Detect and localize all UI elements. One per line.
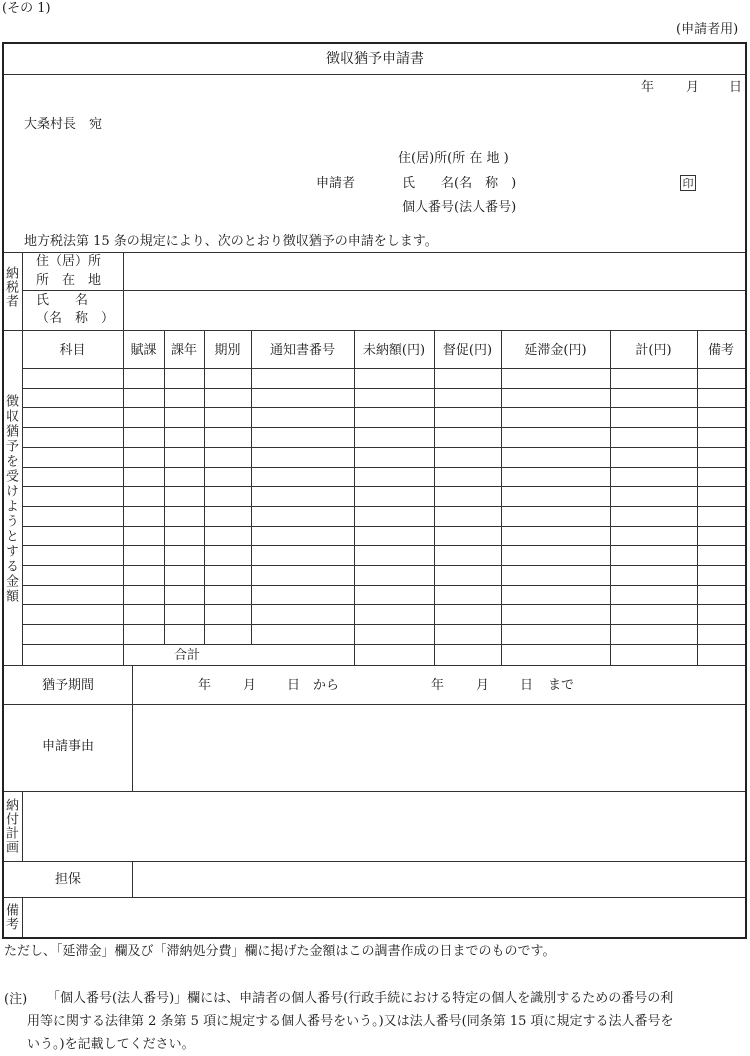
application-statement: 地方税法第 15 条の規定により、次のとおり徴収猶予の申請をします。 (24, 234, 438, 249)
amount-row-line (22, 506, 745, 507)
payment-plan-top-line (4, 791, 745, 792)
title-divider (4, 74, 745, 75)
amount-row-line (22, 388, 745, 389)
amount-row-line (22, 427, 745, 428)
note-prefix: (注) (4, 992, 28, 1007)
amount-column-line (123, 330, 124, 665)
date-month-label: 月 (686, 80, 700, 95)
amount-row-line (22, 447, 745, 448)
seal-stamp-mark: 印 (680, 175, 696, 191)
date-year-label: 年 (641, 80, 655, 95)
collateral-label: 担保 (54, 872, 81, 887)
amount-column-line (354, 330, 355, 665)
note-line-3: いう。)を記載してください。 (27, 1037, 195, 1052)
col-header-total: 計(円) (635, 343, 672, 358)
col-header-reminder-fee: 督促(円) (442, 343, 493, 358)
remarks-label: 備考 (3, 903, 18, 931)
copy-type-label: (申請者用) (676, 22, 739, 37)
amount-row-line (22, 486, 745, 487)
period-to-month: 月 (476, 678, 490, 693)
applicant-address-label: 住(居)所(所 在 地 ) (398, 151, 509, 166)
amount-table-top-line (4, 330, 745, 331)
period-from-year: 年 (198, 678, 212, 693)
period-to-day: 日 (520, 678, 534, 693)
period-to-suffix: まで (548, 678, 575, 693)
col-header-levy: 賦課 (130, 343, 157, 358)
amount-table-header-line (22, 368, 745, 369)
application-form (2, 42, 747, 939)
page-number-label: (その 1) (2, 1, 51, 16)
amount-row-line (22, 526, 745, 527)
payment-plan-label-divider (22, 791, 23, 861)
amount-row-line (22, 565, 745, 566)
payment-plan-label: 納付計画 (3, 798, 18, 854)
col-header-unpaid-amount: 未納額(円) (362, 343, 426, 358)
taxpayer-label-divider (123, 252, 124, 330)
amount-row-line (22, 545, 745, 546)
applicant-id-label: 個人番号(法人番号) (402, 200, 517, 215)
period-to-year: 年 (431, 678, 445, 693)
col-header-notice-number: 通知書番号 (269, 343, 335, 358)
amount-row-line (22, 604, 745, 605)
date-day-label: 日 (729, 80, 743, 95)
amount-row-line (22, 585, 745, 586)
taxpayer-name-label-2: （名 称 ） (36, 311, 115, 326)
taxpayer-address-label-2: 所 在 地 (36, 273, 102, 288)
reason-top-line (4, 704, 745, 705)
addressee: 大桑村長 宛 (24, 117, 103, 132)
note-line-2: 用等に関する法律第 2 条第 5 項に規定する個人番号をいう。)又は法人番号(同条第 15 項に規定する法人番号を (27, 1014, 674, 1029)
applicant-name-label: 氏 名(名 称 ) (402, 176, 517, 191)
amount-column-line (501, 330, 502, 665)
amount-row-line (22, 644, 745, 645)
applicant-label: 申請者 (316, 176, 356, 191)
form-title: 徴収猶予申請書 (326, 51, 424, 67)
amount-side-label: 徴収猶予を受けようとする金額 (3, 394, 18, 604)
remarks-label-divider (22, 897, 23, 937)
period-label: 猶予期間 (41, 678, 94, 693)
disclaimer-text: ただし、「延滞金」欄及び「滞納処分費」欄に掲げた金額はこの調書作成の日までのものです。 (4, 944, 556, 959)
remarks-top-line (4, 897, 745, 898)
reason-label: 申請事由 (41, 739, 94, 754)
col-header-remarks: 備考 (707, 343, 734, 358)
period-reason-label-divider (132, 665, 133, 791)
period-from-suffix: から (313, 678, 340, 693)
taxpayer-mid-line (22, 290, 745, 291)
taxpayer-address-label-1: 住（居）所 (36, 254, 102, 269)
amount-column-line (434, 330, 435, 665)
amount-row-line (22, 624, 745, 625)
amount-column-line (697, 330, 698, 665)
period-top-line (4, 665, 745, 666)
note-line-1: 「個人番号(法人番号)」欄には、申請者の個人番号(行政手続における特定の個人を識別するための番号の利 (47, 991, 674, 1006)
amount-column-line (610, 330, 611, 665)
collateral-top-line (4, 861, 745, 862)
amount-row-line (22, 467, 745, 468)
col-header-period: 期別 (214, 343, 241, 358)
collateral-label-divider (132, 861, 133, 897)
total-row-label: 合計 (173, 648, 200, 663)
period-from-day: 日 (287, 678, 301, 693)
col-header-late-charge: 延滞金(円) (524, 343, 587, 358)
taxpayer-side-label: 納税者 (3, 266, 18, 308)
col-header-tax-year: 課年 (170, 343, 197, 358)
amount-row-line (22, 407, 745, 408)
taxpayer-top-line (4, 252, 745, 253)
col-header-subject: 科目 (59, 343, 86, 358)
taxpayer-name-label-1: 氏 名 (36, 293, 89, 308)
period-from-month: 月 (243, 678, 257, 693)
